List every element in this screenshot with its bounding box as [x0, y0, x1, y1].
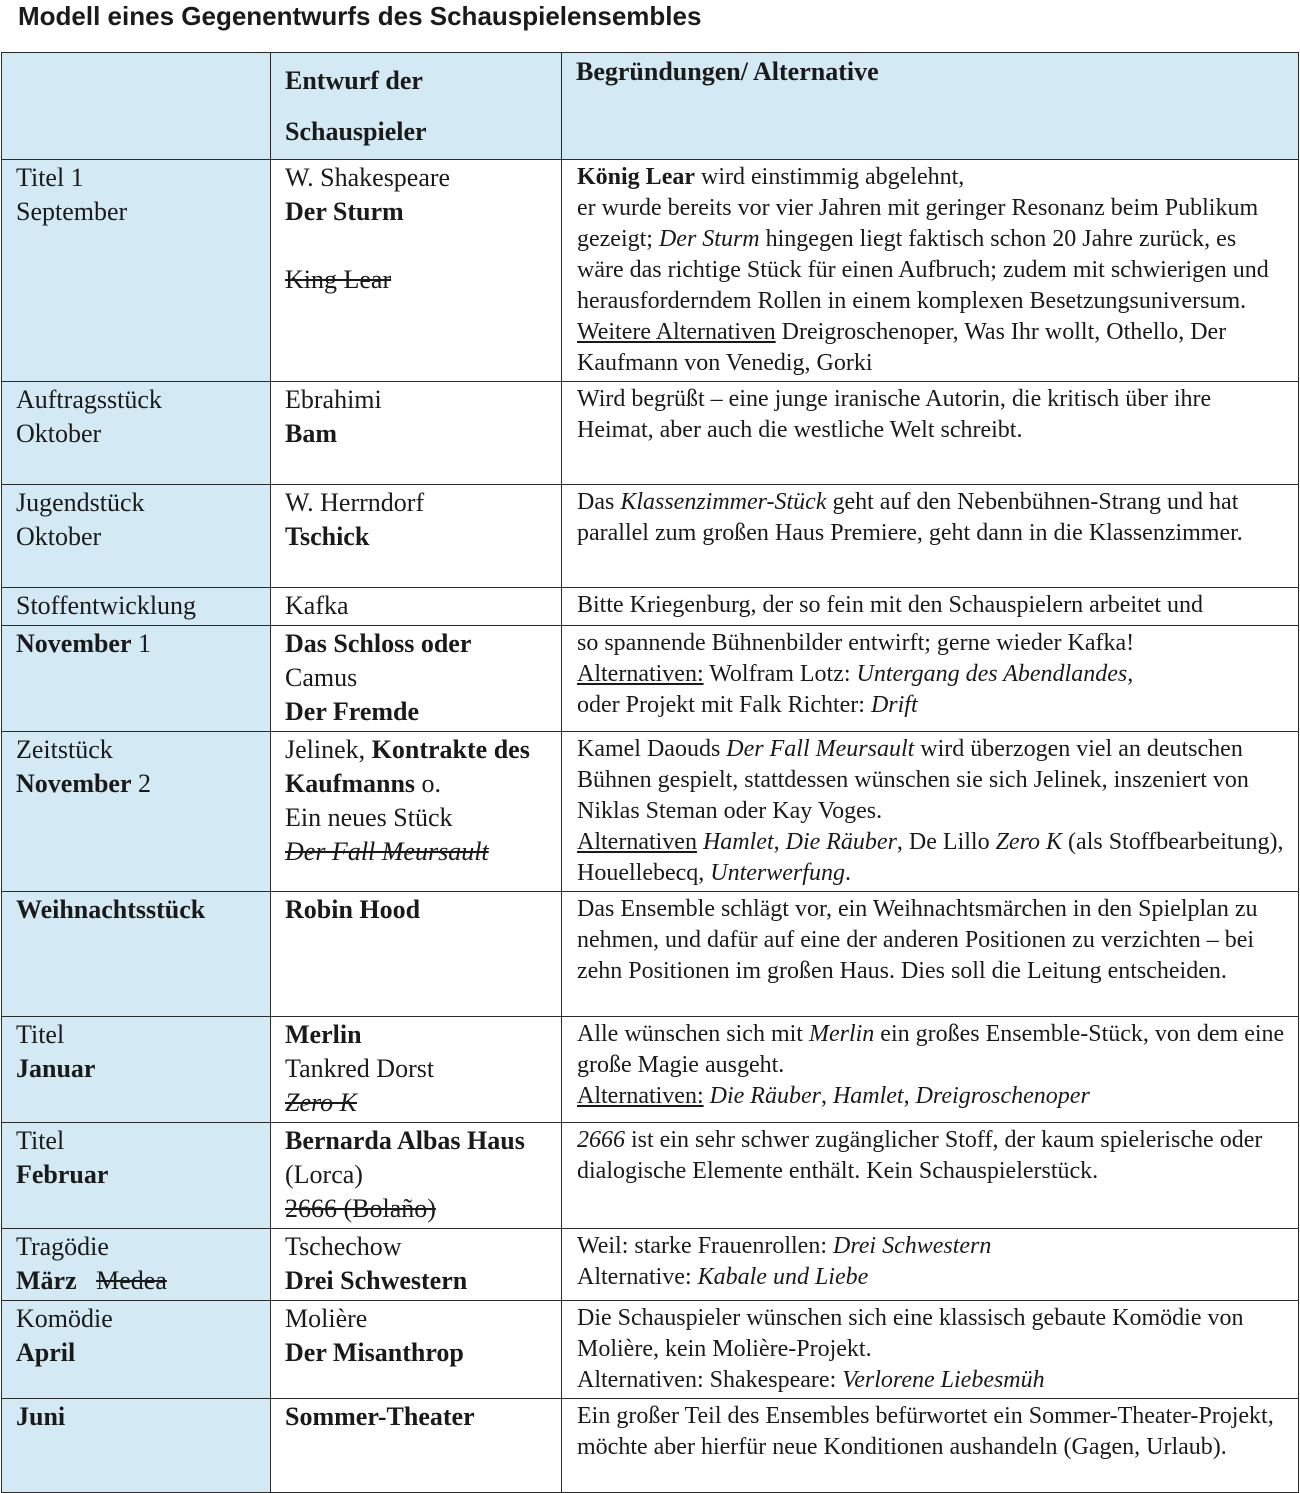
play-cell: [271, 1301, 562, 1399]
header-row: [2, 53, 1299, 160]
reason-italic: Die Räuber: [785, 829, 897, 855]
slot-cell: [2, 1017, 271, 1123]
slot-label: Titel 1: [16, 163, 84, 192]
reason-text: hingegen liegt faktisch schon 20 Jahre zurück, es wäre das richtige Stück für einen Aufbruch; zudem mit schwierigen und herausforderndem Rollen in einem komplexen Besetzungsuniversum.: [577, 226, 1269, 314]
slot-cell: [2, 626, 271, 732]
reason-text: er wurde bereits vor vier Jahren mit geringer Resonanz beim Publikum gezeigt;: [577, 195, 1259, 252]
reason-italic: Der Sturm: [658, 226, 760, 252]
slot-label: Jugendstück: [16, 488, 145, 517]
reason-cell: [562, 1017, 1299, 1123]
reason-text: ist ein sehr schwer zugänglicher Stoff, der kaum spielerische oder dialogische Elemente enthält. Kein Schauspielerstück.: [577, 1127, 1263, 1184]
reason-text: Alternativen: Shakespeare:: [577, 1367, 843, 1393]
play-author: (Lorca): [285, 1160, 363, 1189]
slot-cell: [2, 1229, 271, 1301]
reason-italic: Hamlet: [832, 1083, 904, 1109]
play-cell: [271, 1017, 562, 1123]
reason-italic: Zero K: [995, 829, 1063, 855]
table-row: [2, 588, 1299, 626]
play-title: Merlin: [285, 1020, 362, 1049]
struck-play: Zero K: [285, 1088, 357, 1117]
play-cell: [271, 382, 562, 485]
reason-cell: Bitte Kriegenburg, der so fein mit den Schauspielern arbeitet und: [562, 588, 1299, 626]
reason-cell: [562, 732, 1299, 892]
play-author: Tankred Dorst: [285, 1054, 435, 1083]
reason-text: wird überzogen viel an deutschen Bühnen gespielt, stattdessen wünschen sie sich Jelinek, inszeniert von Niklas Steman oder Kay Voges.: [577, 736, 1249, 824]
reason-italic: Der Fall Meursault: [726, 736, 915, 762]
slot-number: 2: [131, 769, 152, 798]
slot-month: Februar: [16, 1160, 109, 1189]
table-row: [2, 1229, 1299, 1301]
reason-cell: [562, 160, 1299, 382]
slot-label: Tragödie: [16, 1232, 109, 1261]
play-note: Ein neues Stück: [285, 803, 453, 832]
reason-alternatives-label: Alternativen:: [577, 1083, 704, 1109]
reason-text: Das: [577, 489, 621, 515]
reason-cell: [562, 626, 1299, 732]
play-cell: Kafka: [271, 588, 562, 626]
reason-text: Alternative:: [577, 1264, 698, 1290]
play-title: Das Schloss oder: [285, 629, 472, 658]
slot-cell: [2, 732, 271, 892]
play-author: Ebrahimi: [285, 385, 382, 414]
table-row: [2, 732, 1299, 892]
spacer: [285, 229, 551, 263]
reason-alternatives-label: Alternativen:: [577, 661, 704, 687]
play-or: o.: [415, 769, 442, 798]
play-author: W. Herrndorf: [285, 488, 425, 517]
play-title: Tschick: [285, 522, 370, 551]
reason-text: ein großes Ensemble-Stück, von dem eine große Magie ausgeht.: [577, 1021, 1285, 1078]
slot-month: April: [16, 1338, 76, 1367]
play-title: Bernarda Albas Haus: [285, 1126, 525, 1155]
reason-cell: [562, 485, 1299, 588]
play-author: Molière: [285, 1304, 368, 1333]
play-author: Camus: [285, 663, 358, 692]
table-row: [2, 626, 1299, 732]
reason-text: Kamel Daouds: [577, 736, 727, 762]
table-row: [2, 1399, 1299, 1493]
header-ensemble-draft: [271, 53, 562, 160]
slot-month: November: [16, 629, 132, 658]
play-author: Jelinek,: [285, 735, 372, 764]
struck-play: 2666 (Bolaño): [285, 1194, 436, 1223]
play-cell: [271, 160, 562, 382]
play-cell: Sommer-Theater: [271, 1399, 562, 1493]
reason-text: Alle wünschen sich mit: [577, 1021, 809, 1047]
play-title: Der Misanthrop: [285, 1338, 464, 1367]
slot-cell: [2, 1123, 271, 1229]
reason-text: ,: [1127, 661, 1134, 687]
header-reasons: Begründungen/ Alternative: [562, 53, 1299, 160]
reason-text: Weil: starke Frauenrollen:: [577, 1233, 833, 1259]
slot-cell: [2, 1301, 271, 1399]
play-title: Bam: [285, 419, 337, 448]
slot-cell: [2, 160, 271, 382]
reason-italic: Die Räuber: [709, 1083, 821, 1109]
slot-cell: [2, 485, 271, 588]
slot-label: Zeitstück: [16, 735, 113, 764]
table-row: [2, 485, 1299, 588]
play-cell: [271, 1123, 562, 1229]
play-author: Tschechow: [285, 1232, 402, 1261]
reason-text: ,: [903, 1083, 916, 1109]
play-cell: [271, 626, 562, 732]
slot-label: Titel: [16, 1126, 65, 1155]
play-title: Kontrakte des Kaufmanns: [285, 735, 530, 798]
reason-alternatives-label: Alternativen: [577, 829, 697, 855]
play-cell: [271, 732, 562, 892]
play-author: W. Shakespeare: [285, 163, 451, 192]
header-slot: [2, 53, 271, 160]
reason-cell: [562, 1301, 1299, 1399]
slot-cell: Juni: [2, 1399, 271, 1493]
document-title: Modell eines Gegenentwurfs des Schauspielensembles: [18, 1, 702, 31]
table-row: [2, 382, 1299, 485]
reason-text: oder Projekt mit Falk Richter:: [577, 692, 871, 718]
table-row: [2, 892, 1299, 1017]
slot-month: November: [16, 769, 132, 798]
reason-cell: [562, 1229, 1299, 1301]
reason-italic: Hamlet: [702, 829, 774, 855]
reason-italic: Dreigroschenoper: [915, 1083, 1090, 1109]
play-title: Drei Schwestern: [285, 1266, 468, 1295]
reason-italic: Unterwerfung: [710, 860, 845, 886]
reason-alternatives-label: Weitere Alternativen: [577, 319, 776, 345]
table-row: [2, 1017, 1299, 1123]
slot-label: Komödie: [16, 1304, 113, 1333]
slot-month: März: [16, 1266, 77, 1295]
reason-italic: Merlin: [808, 1021, 875, 1047]
reason-cell: Ein großer Teil des Ensembles befürwortet ein Sommer-Theater-Projekt, möchte aber hierfür neue Konditionen aushandeln (Gagen, Urlaub).: [562, 1399, 1299, 1493]
slot-label: Auftragsstück: [16, 385, 162, 414]
reason-text: , De Lillo: [896, 829, 996, 855]
reason-text: geht auf den Nebenbühnen-Strang und hat parallel zum großen Haus Premiere, geht dann in die Klassenzimmer.: [577, 489, 1243, 546]
slot-label: Titel: [16, 1020, 65, 1049]
play-title: Der Sturm: [285, 197, 404, 226]
reason-text: Wolfram Lotz:: [703, 661, 857, 687]
reason-cell: Das Ensemble schlägt vor, ein Weihnachtsmärchen in den Spielplan zu nehmen, und dafür auf eine der anderen Positionen zu verzichten – bei zehn Positionen im großen Haus. Dies soll die Leitung entscheiden.: [562, 892, 1299, 1017]
reason-text: ,: [820, 1083, 833, 1109]
reason-italic: Drei Schwestern: [832, 1233, 992, 1259]
reason-text: .: [844, 860, 851, 886]
play-title: Der Fremde: [285, 697, 420, 726]
play-cell: Robin Hood: [271, 892, 562, 1017]
reason-text: so spannende Bühnenbilder entwirft; gerne wieder Kafka!: [577, 630, 1135, 656]
reason-italic: Klassenzimmer-Stück: [620, 489, 827, 515]
reason-text: Dreigroschenoper, Was Ihr wollt, Othello, Der Kaufmann von Venedig, Gorki: [577, 319, 1227, 376]
table-row: [2, 160, 1299, 382]
reason-italic: Drift: [870, 692, 918, 718]
slot-month: Oktober: [16, 419, 102, 448]
slot-month: Oktober: [16, 522, 102, 551]
slot-cell: Weihnachtsstück: [2, 892, 271, 1017]
reason-text: Die Schauspieler wünschen sich eine klassisch gebaute Komödie von Molière, kein Molière-Projekt.: [577, 1305, 1244, 1362]
struck-play: Der Fall Meursault: [285, 837, 489, 866]
reason-italic: Verlorene Liebesmüh: [842, 1367, 1045, 1393]
reason-italic: 2666: [577, 1127, 625, 1153]
slot-number: 1: [131, 629, 152, 658]
play-cell: [271, 485, 562, 588]
play-cell: [271, 1229, 562, 1301]
slot-month: Januar: [16, 1054, 96, 1083]
reason-italic: Untergang des Abendlandes: [856, 661, 1128, 687]
slot-cell: [2, 382, 271, 485]
reason-text: (als Stoffbearbeitung), Houellebecq,: [577, 829, 1284, 886]
table-row: [2, 1301, 1299, 1399]
struck-play: Medea: [96, 1266, 167, 1295]
program-table: [1, 52, 1299, 1493]
slot-month: September: [16, 197, 128, 226]
header-ensemble-draft-line2: Schauspieler: [285, 117, 427, 146]
reason-text: ,: [773, 829, 786, 855]
slot-cell: Stoffentwicklung: [2, 588, 271, 626]
reason-bold: König Lear: [577, 164, 695, 190]
reason-cell: Wird begrüßt – eine junge iranische Autorin, die kritisch über ihre Heimat, aber auch die westliche Welt schreibt.: [562, 382, 1299, 485]
header-ensemble-draft-line1: Entwurf der: [285, 66, 423, 95]
reason-text: wird einstimmig abgelehnt,: [695, 164, 965, 190]
reason-cell: [562, 1123, 1299, 1229]
reason-italic: Kabale und Liebe: [697, 1264, 869, 1290]
struck-play: King Lear: [285, 265, 392, 294]
table-row: [2, 1123, 1299, 1229]
